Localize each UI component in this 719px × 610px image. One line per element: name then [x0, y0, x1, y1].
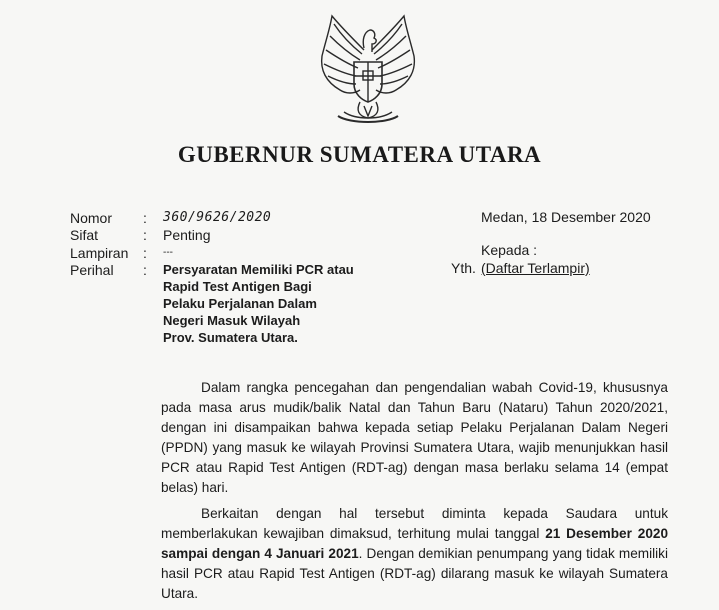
paragraph-2-start: Berkaitan dengan hal tersebut diminta kepada Saudara untuk memberlakukan kewajiban dimaksud, terhitung mulai tanggal — [161, 506, 668, 541]
yth-label: Yth. — [451, 260, 476, 276]
perihal-label: Perihal — [70, 262, 114, 278]
colon: : — [143, 245, 147, 261]
nomor-value: 360/9626/2020 — [163, 210, 272, 225]
garuda-emblem-icon — [316, 10, 420, 130]
paragraph-1: Dalam rangka pencegahan dan pengendalian wabah Covid-19, khususnya pada masa arus mudik/balik Natal dan Tahun Baru (Nataru) Tahun 2020/2021, dengan ini disampaikan bahwa kepada setiap Pelaku Perjalanan Dalam Negeri (PPDN) yang masuk ke wilayah Provinsi Sumatera Utara, wajib menunjukkan hasil PCR atau Rapid Test Antigen (RDT-ag) dengan masa berlaku selama 14 (empat belas) hari. — [161, 380, 668, 495]
lampiran-value: --- — [163, 247, 173, 258]
perihal-value — [163, 261, 354, 346]
perihal-line: Rapid Test Antigen Bagi — [163, 279, 312, 294]
perihal-line: Pelaku Perjalanan Dalam — [163, 296, 317, 311]
letter-body — [161, 378, 668, 610]
kepada-label: Kepada : — [481, 242, 538, 258]
colon: : — [143, 210, 147, 226]
letter-meta — [70, 209, 430, 345]
paragraph-2 — [161, 504, 668, 604]
date-range-bold: 21 Desember 2020 sampai dengan 4 Januari 2021 — [161, 526, 669, 561]
sifat-label: Sifat — [70, 227, 99, 243]
perihal-line: Negeri Masuk Wilayah — [163, 313, 301, 328]
letter-date: Medan, 18 Desember 2020 — [481, 209, 651, 225]
perihal-line: Prov. Sumatera Utara. — [163, 330, 298, 345]
sifat-value: Penting — [163, 227, 211, 243]
perihal-line: Persyaratan Memiliki PCR atau — [163, 262, 354, 277]
lampiran-label: Lampiran — [70, 245, 129, 261]
colon: : — [143, 227, 147, 243]
paragraph-2-end: . Dengan demikian penumpang yang tidak memiliki hasil PCR atau Rapid Test Antigen (RDT-ag) dilarang masuk ke wilayah Sumatera Utara. — [161, 546, 668, 601]
page-title: GUBERNUR SUMATERA UTARA — [177, 142, 542, 167]
nomor-label: Nomor — [70, 210, 113, 226]
recipient-list-link: (Daftar Terlampir) — [481, 260, 590, 276]
colon: : — [143, 262, 147, 278]
